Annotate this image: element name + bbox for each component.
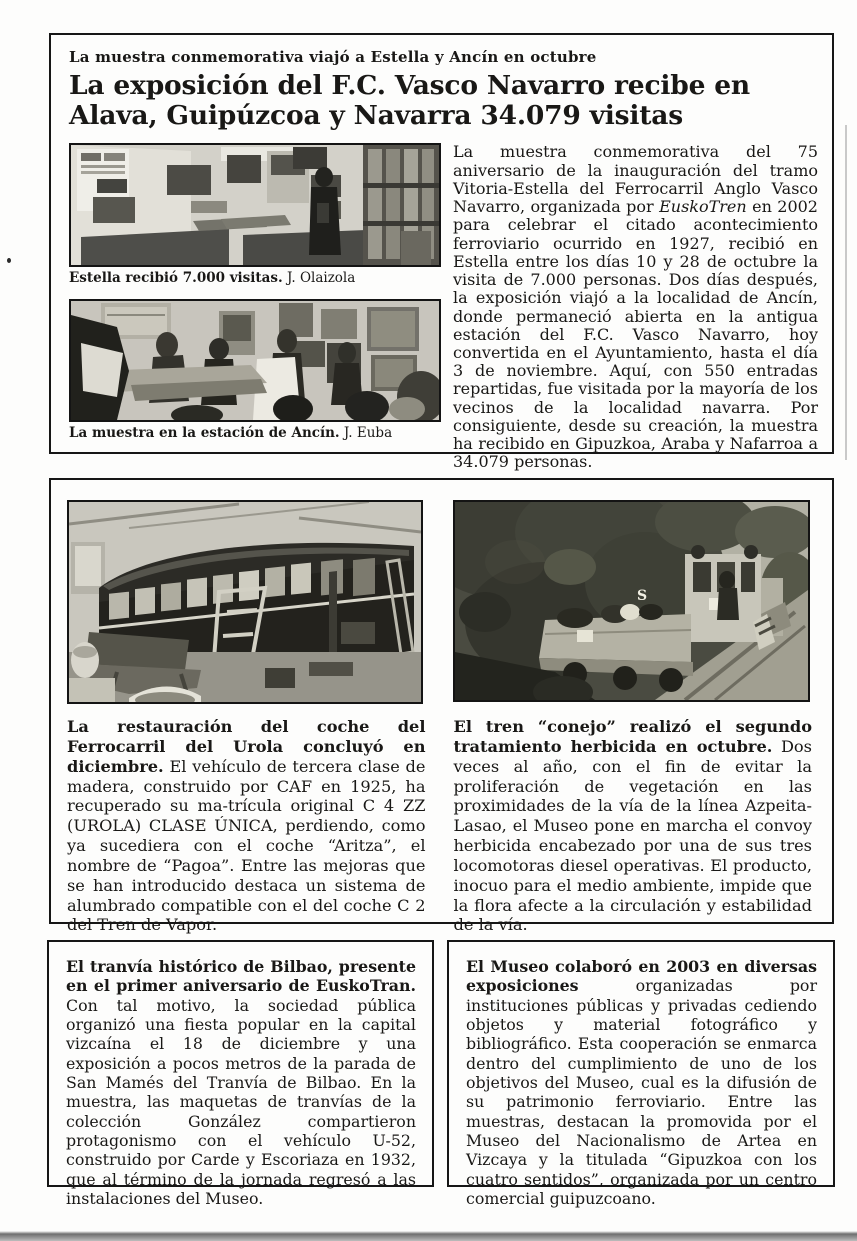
photo-ancin-exhibition-art: [71, 301, 439, 420]
svg-text:S: S: [637, 588, 648, 604]
caption-credit: J. Olaizola: [282, 270, 356, 287]
scan-edge-line-artifact: [845, 125, 847, 460]
caption-credit: J. Euba: [339, 425, 393, 442]
herbicide-article: [454, 717, 813, 935]
top-photo-column: [69, 143, 441, 471]
middle-news-box: [49, 478, 834, 935]
photo-estella-exhibition-art: [71, 145, 439, 265]
middle-photo-row: [67, 500, 812, 704]
body-text-italic: EuskoTren: [659, 197, 747, 217]
caption-bold-text: Estella recibió 7.000 visitas.: [69, 270, 283, 287]
museo-colaboro-box: [447, 940, 835, 1209]
museo-article-lead: El Museo colaboró en 2003 en diversas exposiciones: [466, 957, 817, 996]
museo-article-body: organizadas por instituciones públicas y privadas cediendo objetos y material fotográfico y bibliográfico. Esta cooperación se enmarca dentro del cumplimiento de uno de los objetivos del Museo, cual es la difusión de su patrimonio ferroviario. Entre las muestras, destacan la promovida por el Museo del Nacionalismo de Artea en Vizcaya y la titulada “Gipuzkoa con los cuatro sentidos”, organizada por un centro comercial guipuzcoano.: [466, 976, 817, 1209]
herbicide-article-lead: El tren “conejo” realizó el segundo tratamiento herbicida en octubre.: [453, 717, 812, 756]
urola-article-lead: La restauración del coche del Ferrocarril del Urola concluyó en diciembre.: [67, 717, 426, 776]
photo-estella-caption: [69, 270, 441, 287]
tranvia-article: [66, 957, 416, 1208]
museo-article: [466, 957, 817, 1208]
scan-bottom-band-artifact: [0, 1231, 857, 1241]
photo-estella-exhibition: [69, 143, 441, 267]
top-article-body: [453, 143, 818, 471]
photo-urola-coach-restoration: [67, 500, 423, 704]
top-article-columns: [69, 143, 818, 471]
top-article-box: [49, 33, 834, 472]
tranvia-article-body: Con tal motivo, la sociedad pública organizó una fiesta popular en la capital vizcaína el 18 de diciembre y una exposición a pocos metros de la parada de San Mamés del Tranvía de Bilbao. En la muestra, las maquetas de tranvías de la colección González compartieron protagonismo con el vehículo U-52, construido por Carde y Escoriaza en 1932, que al término de la jornada regresó a las instalaciones del Museo.: [66, 995, 416, 1209]
tranvia-article-lead: El tranvía histórico de Bilbao, presente en el primer aniversario de: [66, 957, 416, 996]
article-kicker: La muestra conmemorativa viajó a Estella y Ancín en octubre: [69, 48, 597, 66]
urola-article-body: El vehículo de tercera clase de madera, construido por CAF en 1925, ha recuperado su ma-trícula original C 4 ZZ (UROLA) CLASE ÚNICA, perdiendo, como ya sucediera con el coche “Aritza”, el nombre de “Pagoa”. Entre las mejoras que se han introducido destaca un sistema de alumbrado compatible con el del coche C 2 del Tren de Vapor.: [67, 756, 426, 935]
scan-speck-artifact: [7, 258, 11, 263]
article-headline: La exposición del F.C. Vasco Navarro recibe en Alava, Guipúzcoa y Navarra 34.079 visitas: [69, 70, 750, 132]
middle-text-row: [67, 717, 812, 935]
photo-ancin-exhibition: [69, 299, 441, 422]
photo-ancin-caption: [69, 425, 441, 442]
photo-herbicide-train: [453, 500, 810, 702]
body-text-part2: en 2002 para celebrar el citado acontecimiento ferroviario ocurrido en 1927, recibió en Estella entre los días 10 y 28 de octubre la visita de 7.000 personas. Dos días después, la exposición viajó a la localidad de Ancín, donde permaneció abierta en la antigua estación del F.C. Vasco Navarro, hoy convertida en el Ayuntamiento, hasta el día 3 de noviembre. Aquí, con 550 entradas repartidas, fue visitada por la mayoría de los vecinos de la localidad navarra. Por consiguiente, desde su creación, la muestra ha recibido en Gipuzkoa, Araba y Nafarroa a 34.079 personas.: [453, 197, 818, 472]
photo-herbicide-train-art: [455, 502, 808, 700]
tranvia-bilbao-box: [47, 940, 434, 1209]
caption-bold-text: La muestra en la estación de Ancín.: [69, 425, 340, 442]
tranvia-article-lead-italic: EuskoTran.: [315, 976, 416, 996]
herbicide-article-body: Dos veces al año, con el fin de evitar la proliferación de vegetación en las proximidades de la vía de la línea Azpeita-Lasao, el Museo pone en marcha el convoy herbicida encabezado por una de sus tres locomotoras diesel operativas. El producto, inocuo para el medio ambiente, impide que la flora afecte a la circulación y estabilidad de la vía.: [453, 736, 812, 935]
urola-article: [67, 717, 426, 935]
body-text-part1: La muestra conmemorativa del 75 aniversario de la inauguración del tramo Vitoria-Estella del Ferrocarril Anglo Vasco Navarro, organizada por: [453, 142, 818, 217]
photo-urola-coach-art: [69, 502, 421, 702]
